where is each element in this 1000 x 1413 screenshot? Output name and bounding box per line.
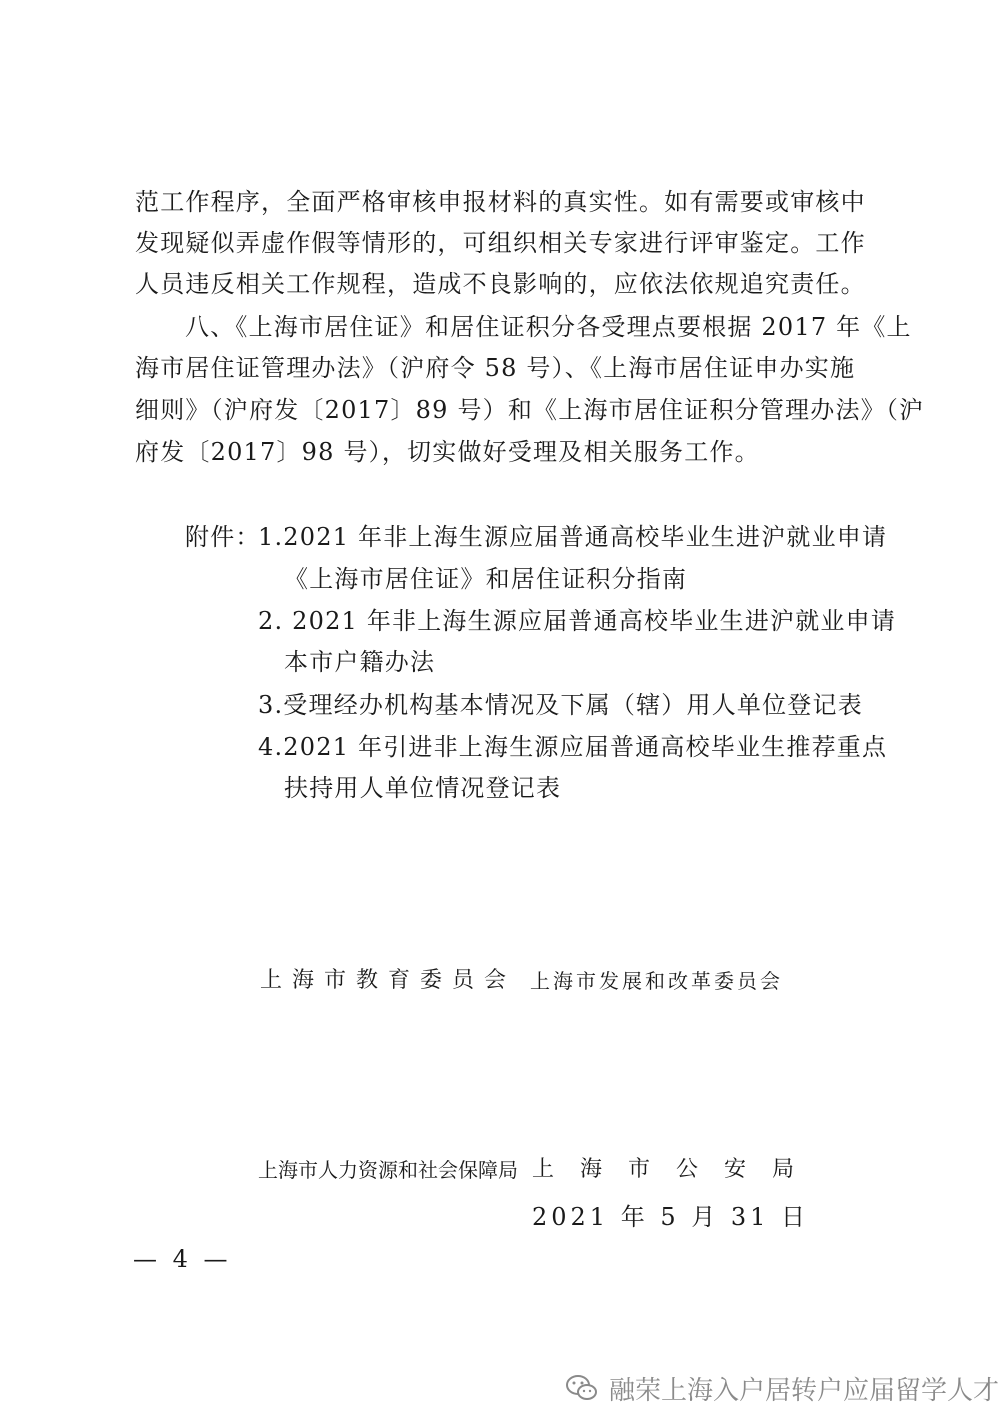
document-date: 2021 年 5 月 31 日	[532, 1203, 810, 1231]
signature-education-commission: 上海市教育委员会	[260, 968, 517, 993]
attachment-4-line-2: 扶持用人单位情况登记表	[284, 774, 562, 802]
signature-public-security-bureau: 上海市公安局	[532, 1157, 821, 1182]
page-number: — 4 —	[133, 1245, 232, 1273]
attachment-2-line-2: 本市户籍办法	[284, 648, 436, 676]
body-line-7: 府发〔2017〕98 号），切实做好受理及相关服务工作。	[135, 438, 760, 466]
body-line-5: 海市居住证管理办法》（沪府令 58 号）、《上海市居住证申办实施	[135, 354, 856, 382]
attachment-4-line-1: 4.2021 年引进非上海生源应届普通高校毕业生推荐重点	[258, 733, 888, 761]
body-line-6: 细则》（沪府发〔2017〕89 号）和《上海市居住证积分管理办法》（沪	[135, 396, 925, 424]
wechat-icon	[565, 1373, 599, 1403]
watermark-text: 融荣上海入户居转户应届留学人才	[609, 1375, 1000, 1406]
attachment-3-line-1: 3.受理经办机构基本情况及下属（辖）用人单位登记表	[258, 691, 863, 719]
attachment-2-line-1: 2. 2021 年非上海生源应届普通高校毕业生进沪就业申请	[258, 607, 897, 635]
body-line-3: 人员违反相关工作规程，造成不良影响的，应依法依规追究责任。	[135, 270, 866, 298]
attachments-label: 附件：	[185, 523, 261, 551]
body-line-1: 范工作程序，全面严格审核申报材料的真实性。如有需要或审核中	[135, 188, 866, 216]
signature-development-reform-commission: 上海市发展和改革委员会	[530, 969, 783, 993]
body-line-2: 发现疑似弄虚作假等情形的，可组织相关专家进行评审鉴定。工作	[135, 229, 866, 257]
watermark	[565, 1368, 999, 1408]
signature-human-resources-bureau: 上海市人力资源和社会保障局	[258, 1158, 518, 1182]
attachment-1-line-1: 1.2021 年非上海生源应届普通高校毕业生进沪就业申请	[258, 523, 888, 551]
body-line-4: 八、《上海市居住证》和居住证积分各受理点要根据 2017 年《上	[185, 313, 912, 341]
attachment-1-line-2: 《上海市居住证》和居住证积分指南	[284, 565, 688, 593]
